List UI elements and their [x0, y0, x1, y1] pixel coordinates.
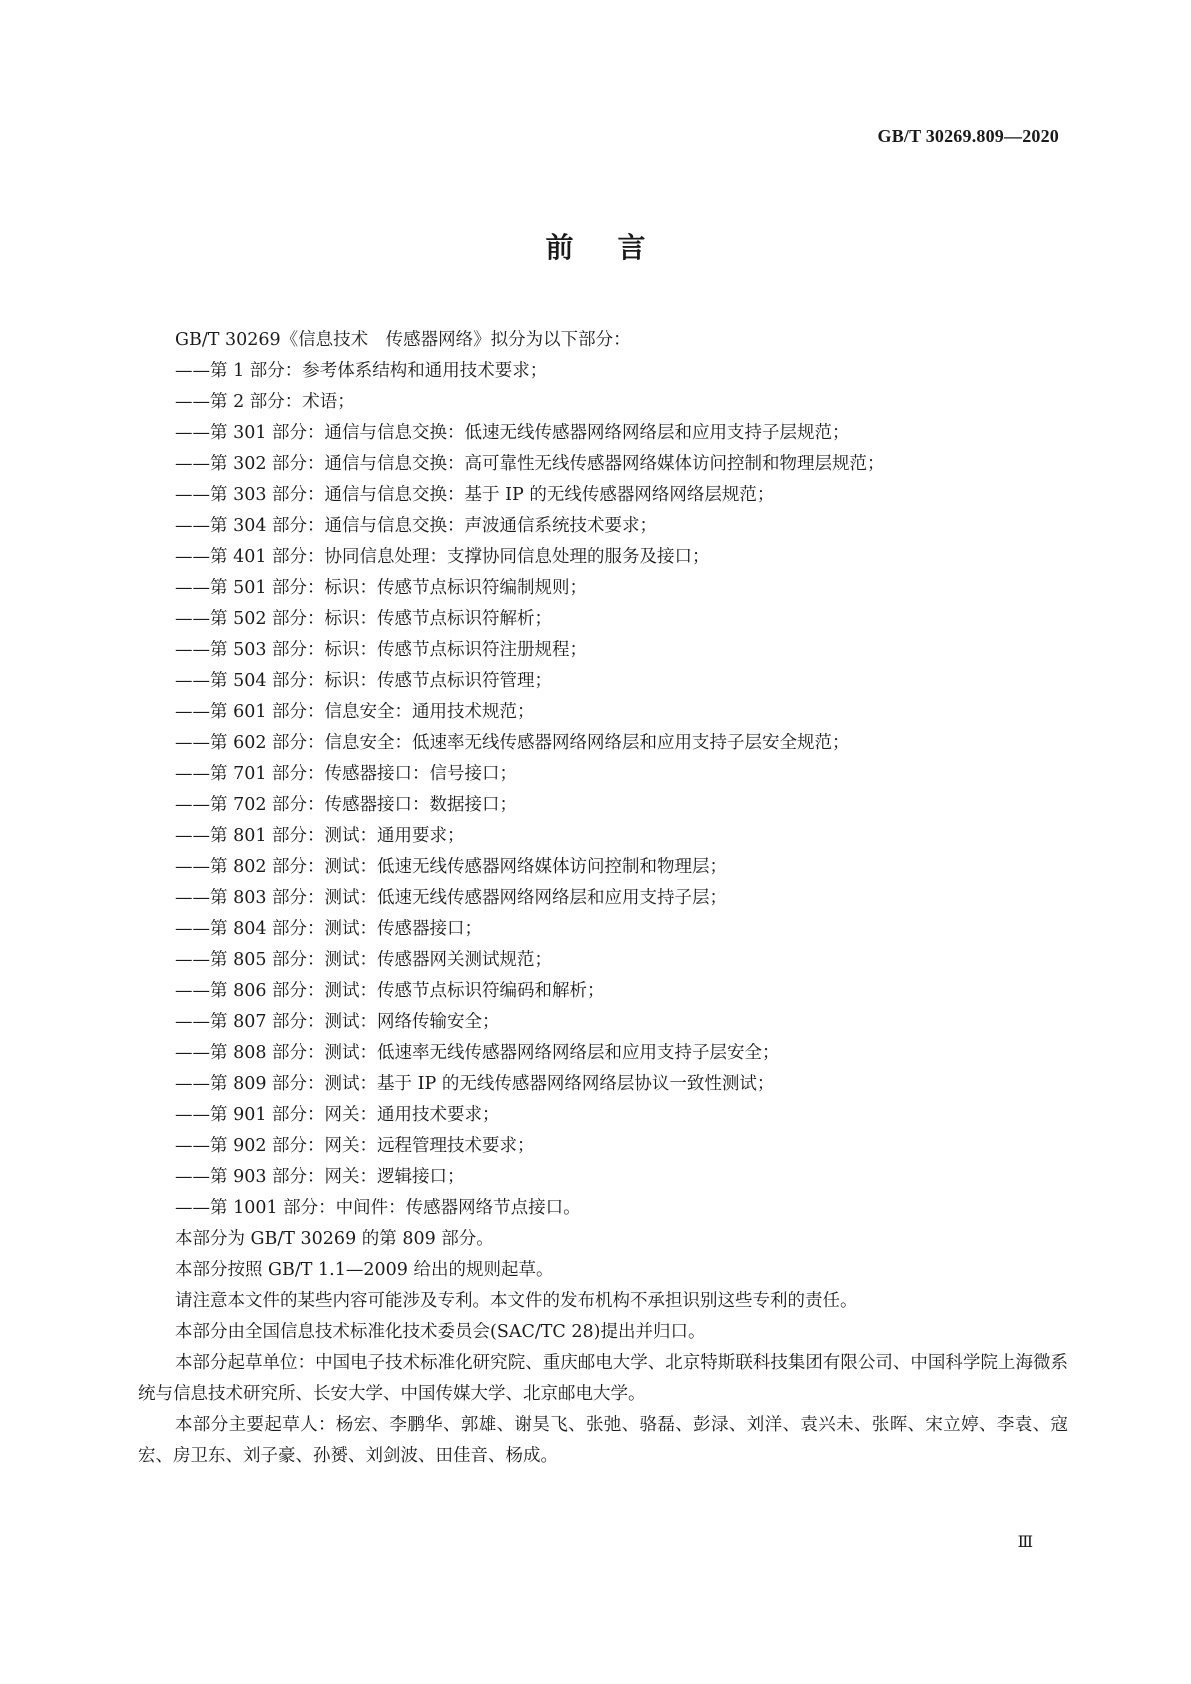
- list-item: ——第 502 部分：标识：传感节点标识符解析；: [175, 609, 553, 629]
- list-item: ——第 805 部分：测试：传感器网关测试规范；: [175, 950, 553, 970]
- list-item: ——第 301 部分：通信与信息交换：低速无线传感器网络网络层和应用支持子层规范；: [175, 423, 850, 443]
- list-item: ——第 601 部分：信息安全：通用技术规范；: [175, 702, 535, 722]
- list-item: ——第 1001 部分：中间件：传感器网络节点接口。: [175, 1198, 581, 1218]
- drafters-paragraph: 本部分主要起草人：杨宏、李鹏华、郭雄、谢昊飞、张弛、骆磊、彭渌、刘洋、袁兴未、张晖、宋立婷、李袁、寇宏、房卫东、刘子豪、孙赟、刘剑波、田佳音、杨成。: [138, 1415, 1068, 1466]
- list-item: ——第 302 部分：通信与信息交换：高可靠性无线传感器网络媒体访问控制和物理层规范；: [175, 454, 885, 474]
- list-item: ——第 303 部分：通信与信息交换：基于 IP 的无线传感器网络网络层规范；: [175, 485, 775, 505]
- list-item: ——第 801 部分：测试：通用要求；: [175, 826, 465, 846]
- list-item: ——第 304 部分：通信与信息交换：声波通信系统技术要求；: [175, 516, 658, 536]
- list-item: ——第 903 部分：网关：逻辑接口；: [175, 1167, 465, 1187]
- list-item: ——第 504 部分：标识：传感节点标识符管理；: [175, 671, 553, 691]
- list-item: ——第 808 部分：测试：低速率无线传感器网络网络层和应用支持子层安全；: [175, 1043, 780, 1063]
- this-part-paragraph: 本部分为 GB/T 30269 的第 809 部分。: [175, 1229, 494, 1249]
- list-item: ——第 401 部分：协同信息处理：支撑协同信息处理的服务及接口；: [175, 547, 710, 567]
- drafting-rules-paragraph: 本部分按照 GB/T 1.1—2009 给出的规则起草。: [175, 1260, 554, 1280]
- list-item: ——第 901 部分：网关：通用技术要求；: [175, 1105, 500, 1125]
- list-item: ——第 803 部分：测试：低速无线传感器网络网络层和应用支持子层；: [175, 888, 728, 908]
- list-item: ——第 804 部分：测试：传感器接口；: [175, 919, 483, 939]
- list-item: ——第 1 部分：参考体系结构和通用技术要求；: [175, 361, 548, 381]
- parts-list: [138, 356, 1068, 1224]
- standard-code: GB/T 30269.809—2020: [877, 126, 1059, 146]
- drafting-units-paragraph: 本部分起草单位：中国电子技术标准化研究院、重庆邮电大学、北京特斯联科技集团有限公司、中国科学院上海微系统与信息技术研究所、长安大学、中国传媒大学、北京邮电大学。: [138, 1353, 1068, 1404]
- page-title: 前言: [545, 231, 690, 264]
- list-item: ——第 2 部分：术语；: [175, 392, 355, 412]
- list-item: ——第 802 部分：测试：低速无线传感器网络媒体访问控制和物理层；: [175, 857, 728, 877]
- list-item: ——第 807 部分：测试：网络传输安全；: [175, 1012, 500, 1032]
- list-item: ——第 701 部分：传感器接口：信号接口；: [175, 764, 518, 784]
- patent-notice-paragraph: 请注意本文件的某些内容可能涉及专利。本文件的发布机构不承担识别这些专利的责任。: [175, 1291, 858, 1311]
- intro-paragraph: GB/T 30269《信息技术 传感器网络》拟分为以下部分：: [175, 330, 631, 350]
- document-body: [138, 325, 1068, 1472]
- page-number: Ⅲ: [1017, 1534, 1033, 1551]
- list-item: ——第 806 部分：测试：传感节点标识符编码和解析；: [175, 981, 605, 1001]
- proposed-by-paragraph: 本部分由全国信息技术标准化技术委员会(SAC/TC 28)提出并归口。: [175, 1322, 706, 1342]
- list-item: ——第 501 部分：标识：传感节点标识符编制规则；: [175, 578, 588, 598]
- list-item: ——第 503 部分：标识：传感节点标识符注册规程；: [175, 640, 588, 660]
- list-item: ——第 602 部分：信息安全：低速率无线传感器网络网络层和应用支持子层安全规范；: [175, 733, 850, 753]
- list-item: ——第 902 部分：网关：远程管理技术要求；: [175, 1136, 535, 1156]
- list-item: ——第 702 部分：传感器接口：数据接口；: [175, 795, 518, 815]
- list-item: ——第 809 部分：测试：基于 IP 的无线传感器网络网络层协议一致性测试；: [175, 1074, 775, 1094]
